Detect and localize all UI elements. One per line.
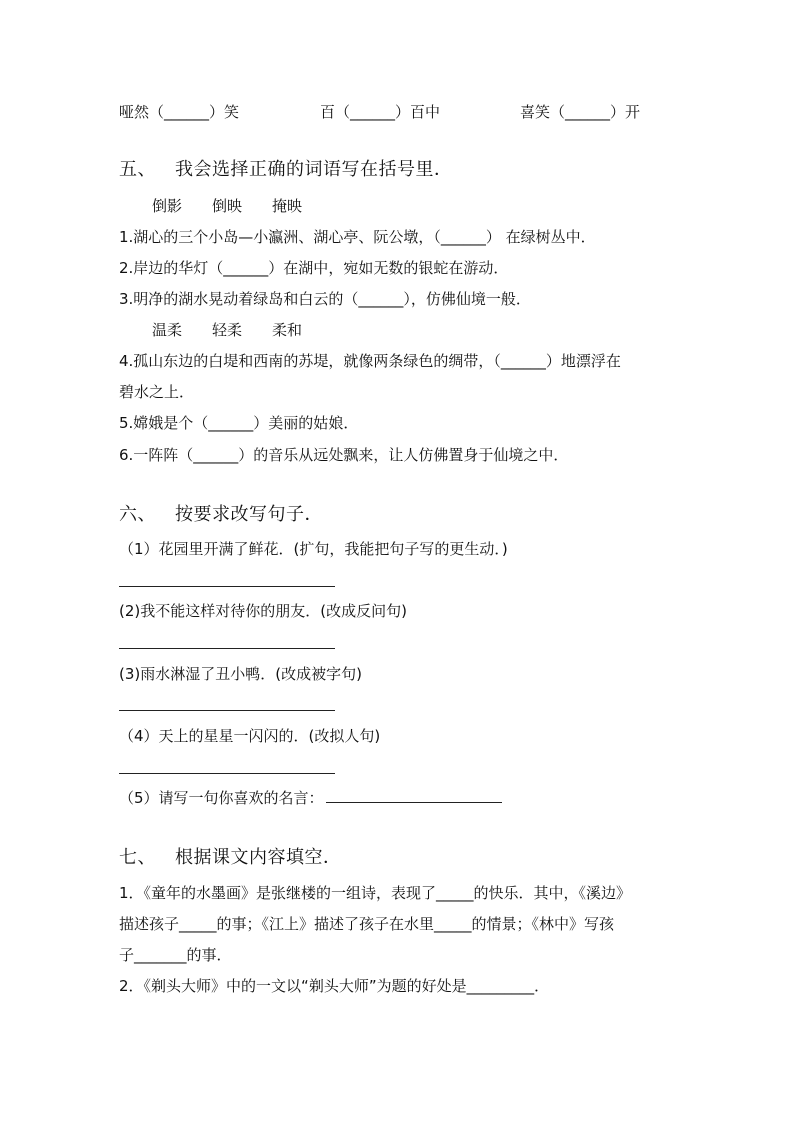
question-item: 6.一阵阵（______）的音乐从远处飘来，让人仿佛置身于仙境之中． bbox=[119, 446, 569, 464]
word-options-b bbox=[152, 320, 332, 340]
rewrite-question-4: （4）天上的星星一闪闪的．(改拟人句) bbox=[119, 727, 381, 745]
section-7-heading bbox=[119, 846, 342, 870]
question-item: 4.孤山东边的白堤和西南的苏堤，就像两条绿色的绸带，（______）地漂浮在 bbox=[119, 352, 621, 370]
question-item: 5.嫦娥是个（______）美丽的姑娘． bbox=[119, 414, 359, 432]
idiom-blank-3: 喜笑（______）开 bbox=[520, 103, 641, 121]
word-option: 温柔 bbox=[152, 321, 183, 339]
section-6-title: 按要求改写句子． bbox=[175, 504, 323, 525]
rewrite-question-5-text: （5）请写一句你喜欢的名言： bbox=[119, 789, 324, 807]
section-5-heading bbox=[119, 158, 453, 182]
question-item-continued: 碧水之上． bbox=[119, 383, 195, 401]
answer-line bbox=[119, 648, 335, 649]
section-5-number: 五、 bbox=[119, 159, 156, 180]
word-option: 倒影 bbox=[152, 197, 183, 215]
section-5-title: 我会选择正确的词语写在括号里． bbox=[175, 159, 453, 180]
answer-line bbox=[119, 586, 335, 587]
question-item: 2.岸边的华灯（______）在湖中，宛如无数的银蛇在游动． bbox=[119, 259, 509, 277]
section-6-heading bbox=[119, 503, 323, 527]
question-item: 1.湖心的三个小岛—小瀛洲、湖心亭、阮公墩，（______） 在绿树丛中． bbox=[119, 228, 596, 246]
section-7-number: 七、 bbox=[119, 847, 156, 868]
answer-line bbox=[119, 773, 335, 774]
word-option: 轻柔 bbox=[212, 321, 243, 339]
rewrite-question-3: (3)雨水淋湿了丑小鸭．(改成被字句) bbox=[119, 665, 362, 683]
word-option: 倒映 bbox=[212, 197, 243, 215]
rewrite-question-2: (2)我不能这样对待你的朋友．(改成反问句) bbox=[119, 602, 407, 620]
answer-line-inline bbox=[326, 788, 502, 803]
word-options-a bbox=[152, 196, 332, 216]
fill-in-paragraph-1-continued: 子_______的事． bbox=[119, 946, 232, 964]
word-option: 柔和 bbox=[272, 321, 303, 339]
answer-line bbox=[119, 710, 335, 711]
question-item: 3.明净的湖水晃动着绿岛和白云的（______），仿佛仙境一般． bbox=[119, 290, 531, 308]
fill-in-paragraph-2: 2．《剃头大师》中的一文以“剃头大师”为题的好处是_________． bbox=[119, 977, 550, 995]
idiom-blank-1: 哑然（______）笑 bbox=[119, 103, 240, 121]
fill-in-paragraph-1-continued: 描述孩子_____的事；《江上》描述了孩子在水里_____的情景；《林中》写孩 bbox=[119, 915, 615, 933]
fill-in-paragraph-1: 1．《童年的水墨画》是张继楼的一组诗，表现了_____的快乐．其中，《溪边》 bbox=[119, 884, 632, 902]
idiom-blank-2: 百（______）百中 bbox=[320, 103, 441, 121]
section-7-title: 根据课文内容填空． bbox=[175, 847, 342, 868]
word-option: 掩映 bbox=[272, 197, 303, 215]
section-6-number: 六、 bbox=[119, 504, 156, 525]
rewrite-question-5 bbox=[119, 788, 502, 808]
rewrite-question-1: （1）花园里开满了鲜花．(扩句，我能把句子写的更生动．) bbox=[119, 540, 508, 558]
